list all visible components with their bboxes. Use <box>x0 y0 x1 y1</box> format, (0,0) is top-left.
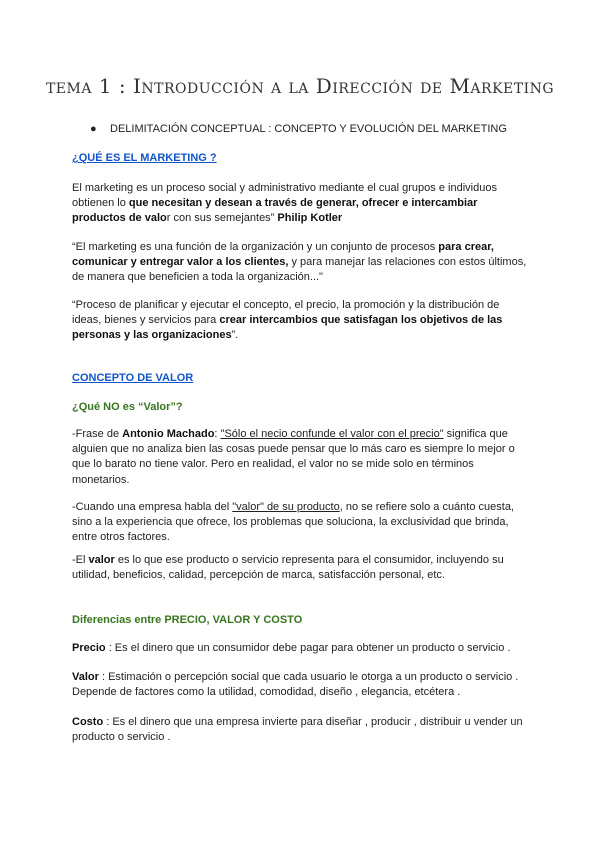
paragraph-valor-definicion <box>72 553 530 583</box>
underlined-run: "valor" de su producto <box>232 501 340 513</box>
text-run: El marketing es un proceso social y administrativo mediante el cual grupos e individuos obtienen lo <box>72 182 497 210</box>
paragraph-definition-process <box>72 298 530 344</box>
text-run: es lo que ese producto o servicio representa para el consumidor, incluyendo su utilidad, beneficios, calidad, percepción de marca, satisfacción personal, etc. <box>72 554 504 582</box>
term-definition: : Estimación o percepción social que cada usuario le otorga a un producto o servicio . Depende de factores como la utilidad, comodidad, diseño , elegancia, etcétera . <box>72 671 519 699</box>
heading-diferencias <box>72 613 530 628</box>
heading-link[interactable]: CONCEPTO DE VALOR <box>72 372 194 384</box>
heading-concepto-valor[interactable] <box>72 371 530 386</box>
text-run: , no se refiere solo a cuánto cuesta, sino a la experiencia que ofrece, los problemas que soluciona, la exclusividad que brinda, entre otros factores. <box>72 501 514 544</box>
quote-underlined: "Sólo el necio confunde el valor con el precio" <box>220 428 444 440</box>
definition-costo <box>72 715 530 745</box>
text-run: -El <box>72 554 89 566</box>
text-run: “El marketing es una función de la organización y un conjunto de procesos <box>72 241 439 253</box>
text-run: -Frase de <box>72 428 123 440</box>
page-title: tema 1 : Introducción a la Dirección de Marketing <box>45 74 555 98</box>
heading-what-is-marketing[interactable] <box>72 151 530 166</box>
bullet-item <box>90 123 570 135</box>
subheading-que-no-es-valor <box>72 400 530 415</box>
definition-precio <box>72 641 530 656</box>
text-run: ”. <box>231 329 239 342</box>
definition-valor <box>72 670 530 700</box>
bold-run: valor <box>88 554 115 566</box>
bold-run: para crear, comunicar y entregar valor a los clientes, <box>72 241 494 269</box>
bold-run: que necesitan y desean a través de generar, ofrecer e intercambiar productos de valo <box>72 197 478 225</box>
paragraph-definition-ama <box>72 240 530 286</box>
paragraph-definition-kotler <box>72 181 530 227</box>
text-run: -Cuando una empresa habla del <box>72 501 233 513</box>
bold-run: crear intercambios que satisfagan los objetivos de las personas y las organizaciones <box>72 314 503 342</box>
bullet-text: DELIMITACIÓN CONCEPTUAL : CONCEPTO Y EVOLUCIÓN DEL MARKETING <box>110 123 507 135</box>
term-label: Precio <box>72 642 106 654</box>
text-run: y para manejar las relaciones con estos últimos, de manera que beneficien a toda la organización..." <box>72 256 527 284</box>
term-label: Costo <box>72 716 104 728</box>
term-definition: : Es el dinero que una empresa invierte para diseñar , producir , distribuir u vender un producto o servicio . <box>72 716 523 744</box>
text-run: “Proceso de planificar y ejecutar el concepto, el precio, la promoción y la distribución de ideas, bienes y servicios para <box>72 299 500 327</box>
subheading-text: ¿Qué NO es “Valor”? <box>72 401 183 413</box>
heading-text: Diferencias entre PRECIO, VALOR Y COSTO <box>72 614 303 626</box>
author-name: Antonio Machado <box>122 428 215 440</box>
term-definition: : Es el dinero que un consumidor debe pagar para obtener un producto o servicio . <box>105 642 511 654</box>
bullet-dot-icon: ● <box>90 123 97 135</box>
paragraph-valor-producto <box>72 500 530 546</box>
heading-link[interactable]: ¿QUÉ ES EL MARKETING ? <box>72 152 217 164</box>
text-run: significa que alguien que no analiza bien las cosas puede pensar que lo más caro es siempre lo mejor o que lo barato no tiene valor. Pero en realidad, el valor no se mide solo en términos monetarios. <box>72 428 515 486</box>
text-run: : <box>214 428 221 440</box>
text-run: r con sus semejantes” <box>166 212 278 225</box>
author-name: Philip Kotler <box>277 212 343 225</box>
term-label: Valor <box>72 671 99 683</box>
paragraph-machado <box>72 427 530 488</box>
